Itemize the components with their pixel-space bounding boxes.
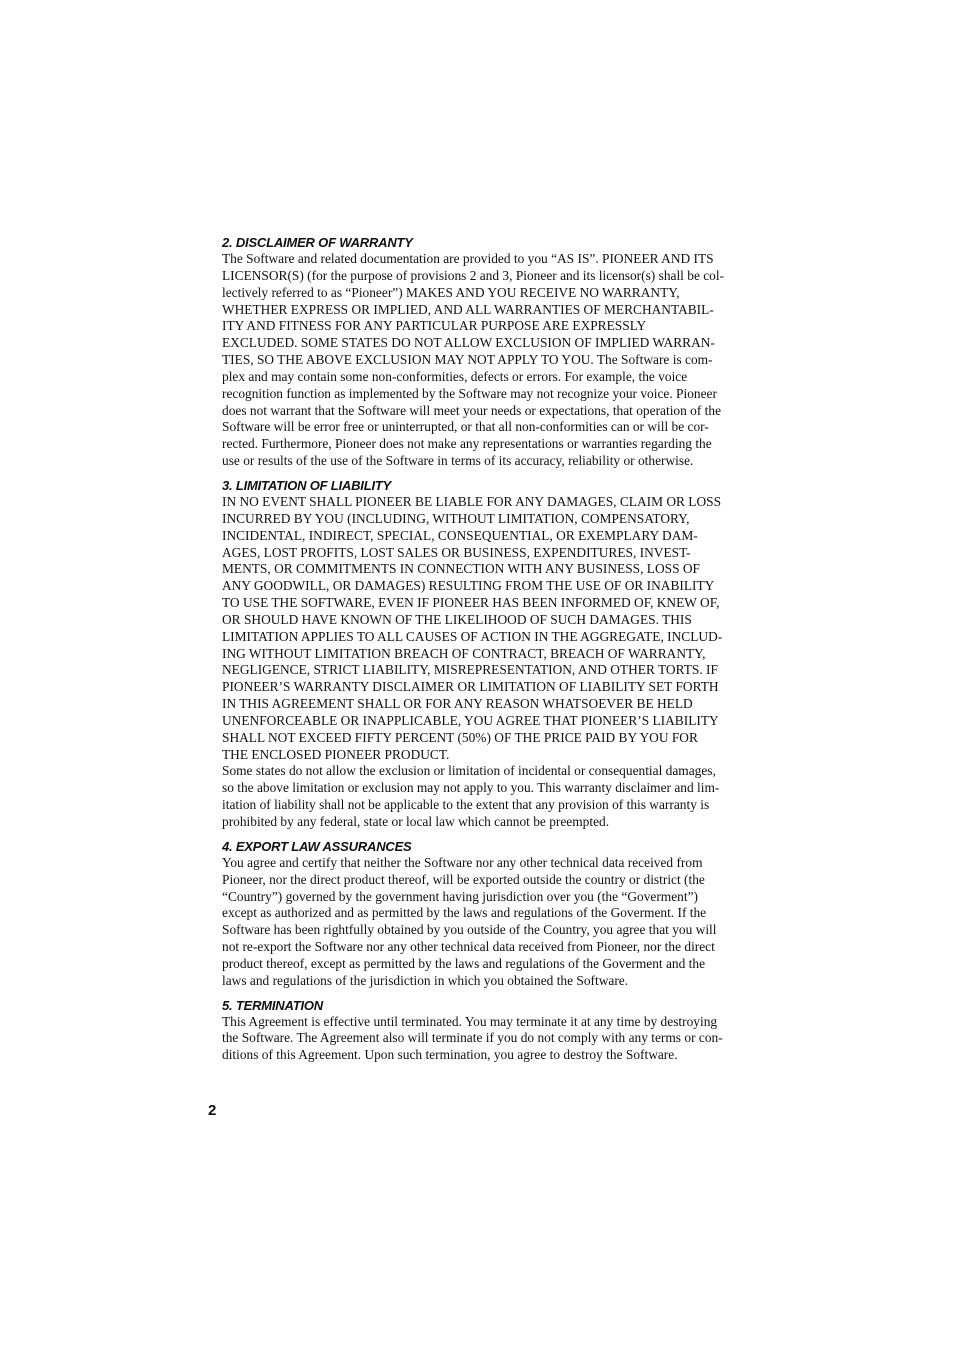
page-number: 2 [208, 1102, 217, 1119]
section-paragraph: The Software and related documentation are provided to you “AS IS”. PIONEER AND ITS LICENSOR(S) (for the purpose of provisions 2 and 3, Pioneer and its licensor(s) shall be col- lectively referred to as “Pioneer”) MAKES AND YOU RECEIVE NO WARRANTY, WHETHER EXPRESS OR IMPLIED, AND ALL WARRANTIES OF MERCHANTABIL- ITY AND FITNESS FOR ANY PARTICULAR PURPOSE ARE EXPRESSLY EXCLUDED. SOME STATES DO NOT ALLOW EXCLUSION OF IMPLIED WARRAN- TIES, SO THE ABOVE EXCLUSION MAY NOT APPLY TO YOU. The Software is com- plex and may contain some non-conformities, defects or errors. For example, the voice recognition function as implemented by the Software may not recognize your voice. Pioneer does not warrant that the Software will meet your needs or expectations, that operation of the Software will be error free or uninterrupted, or that all non-conformities can or will be cor- rected. Furthermore, Pioneer does not make any representations or warranties regarding the use or results of the use of the Software in terms of its accuracy, reliability or otherwise. [222, 251, 725, 469]
section-limitation-of-liability [222, 477, 762, 831]
section-heading: 4. EXPORT LAW ASSURANCES [222, 838, 412, 854]
section-paragraph: You agree and certify that neither the Software nor any other technical data received from Pioneer, nor the direct product thereof, will be exported outside the country or district (the “Country”) governed by the government having jurisdiction over you (the “Goverment”) except as authorized and as permitted by the laws and regulations of the Goverment. If the Software has been rightfully obtained by you outside of the Country, you agree that you will not re-export the Software nor any other technical data received from Pioneer, nor the direct product thereof, except as permitted by the laws and regulations of the Goverment and the laws and regulations of the jurisdiction in which you obtained the Software. [222, 854, 717, 988]
section-termination [222, 997, 762, 1065]
section-heading: 5. TERMINATION [222, 997, 323, 1013]
section-heading: 3. LIMITATION OF LIABILITY [222, 477, 392, 493]
section-disclaimer-of-warranty [222, 234, 762, 470]
section-paragraph: IN NO EVENT SHALL PIONEER BE LIABLE FOR ANY DAMAGES, CLAIM OR LOSS INCURRED BY YOU (INCLUDING, WITHOUT LIMITATION, COMPENSATORY, INCIDENTAL, INDIRECT, SPECIAL, CONSEQUENTIAL, OR EXEMPLARY DAM- AGES, LOST PROFITS, LOST SALES OR BUSINESS, EXPENDITURES, INVEST- MENTS, OR COMMITMENTS IN CONNECTION WITH ANY BUSINESS, LOSS OF ANY GOODWILL, OR DAMAGES) RESULTING FROM THE USE OF OR INABILITY TO USE THE SOFTWARE, EVEN IF PIONEER HAS BEEN INFORMED OF, KNEW OF, OR SHOULD HAVE KNOWN OF THE LIKELIHOOD OF SUCH DAMAGES. THIS LIMITATION APPLIES TO ALL CAUSES OF ACTION IN THE AGGREGATE, INCLUD- ING WITHOUT LIMITATION BREACH OF CONTRACT, BREACH OF WARRANTY, NEGLIGENCE, STRICT LIABILITY, MISREPRESENTATION, AND OTHER TORTS. IF PIONEER’S WARRANTY DISCLAIMER OR LIMITATION OF LIABILITY SET FORTH IN THIS AGREEMENT SHALL OR FOR ANY REASON WHATSOEVER BE HELD UNENFORCEABLE OR INAPPLICABLE, YOU AGREE THAT PIONEER’S LIABILITY SHALL NOT EXCEED FIFTY PERCENT (50%) OF THE PRICE PAID BY YOU FOR THE ENCLOSED PIONEER PRODUCT. [222, 493, 723, 762]
section-paragraph: This Agreement is effective until terminated. You may terminate it at any time by destroying the Software. The Agreement also will terminate if you do not comply with any terms or con- ditions of this Agreement. Upon such termination, you agree to destroy the Software. [222, 1013, 723, 1063]
document-page [222, 234, 762, 1071]
section-paragraph: Some states do not allow the exclusion or limitation of incidental or consequential damages, so the above limitation or exclusion may not apply to you. This warranty disclaimer and lim- itation of liability shall not be applicable to the extent that any provision of this warranty is prohibited by any federal, state or local law which cannot be preempted. [222, 763, 720, 829]
section-export-law-assurances [222, 838, 762, 990]
section-heading: 2. DISCLAIMER OF WARRANTY [222, 235, 413, 250]
